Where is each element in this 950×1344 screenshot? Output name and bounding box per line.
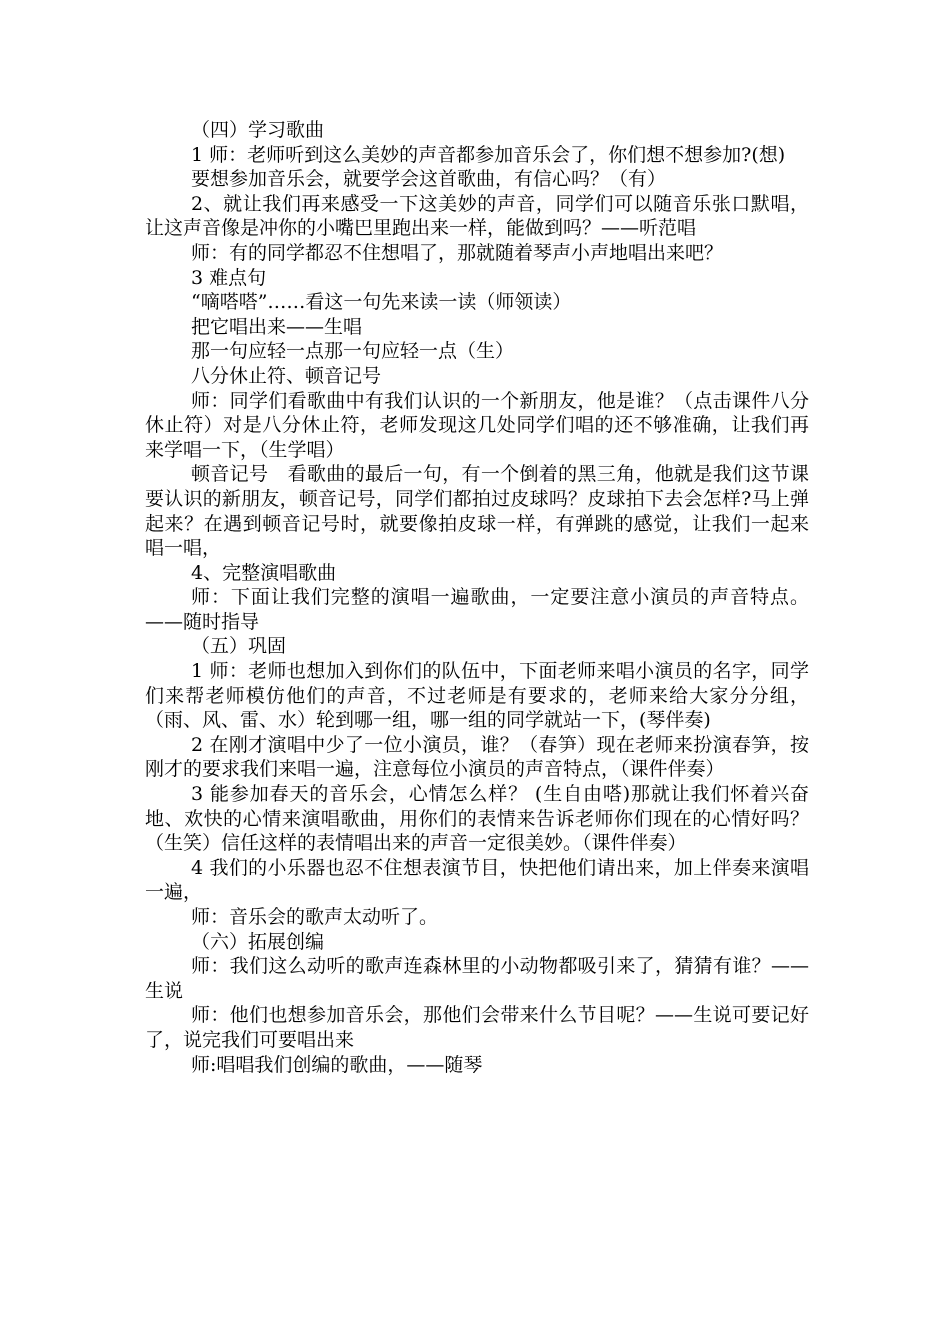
paragraph: 3 难点句 (191, 266, 267, 289)
paragraph: 师：我们这么动听的歌声连森林里的小动物都吸引来了，猜猜有谁？——生说 (145, 955, 809, 1002)
paragraph: “嘀嗒嗒”……看这一句先来读一读（师领读） (191, 291, 572, 314)
paragraph: 4 我们的小乐器也忍不住想表演节目，快把他们请出来，加上伴奏来演唱一遍， (145, 856, 809, 904)
paragraph: 把它唱出来——生唱 (191, 315, 363, 338)
paragraph: 1 师：老师听到这么美妙的声音都参加音乐会了，你们想不想参加?(想) (191, 143, 786, 166)
paragraph: 3 能参加春天的音乐会，心情怎么样？ (生自由嗒)那就让我们怀着兴奋地、欢快的心情来演唱歌曲，用你们的表情来告诉老师你们现在的心情好吗？（生笑）信任这样的表情唱出来的声音一定很美妙。（课件伴奏） (145, 783, 809, 855)
paragraph: 2、就让我们再来感受一下这美妙的声音，同学们可以随音乐张口默唱，让这声音像是冲你的小嘴巴里跑出来一样，能做到吗？——听范唱 (145, 192, 809, 240)
paragraph: 师：同学们看歌曲中有我们认识的一个新朋友，他是谁？（点击课件八分休止符）对是八分休止符，老师发现这几处同学们唱的还不够准确，让我们再来学唱一下，（生学唱） (145, 389, 809, 461)
section-heading: （六）拓展创编 (191, 930, 325, 953)
paragraph: 八分休止符、顿音记号 (191, 364, 382, 387)
paragraph: 那一句应轻一点那一句应轻一点（生） (191, 340, 515, 363)
paragraph: 2 在刚才演唱中少了一位小演员，谁？（春笋）现在老师来扮演春笋，按刚才的要求我们来唱一遍，注意每位小演员的声音特点，（课件伴奏） (145, 733, 809, 781)
paragraph: 4、完整演唱歌曲 (191, 561, 337, 584)
document-body (145, 118, 809, 1077)
paragraph: 师：有的同学都忍不住想唱了，那就随着琴声小声地唱出来吧？ (191, 241, 724, 264)
paragraph: 师：下面让我们完整的演唱一遍歌曲，一定要注意小演员的声音特点。——随时指导 (145, 586, 809, 633)
paragraph: 要想参加音乐会，就要学会这首歌曲，有信心吗？（有） (191, 168, 667, 191)
paragraph: 顿音记号 看歌曲的最后一句，有一个倒着的黑三角，他就是我们这节课要认识的新朋友，顿音记号，同学们都拍过皮球吗？皮球拍下去会怎样?马上弹起来？在遇到顿音记号时，就要像拍皮球一样，有弹跳的感觉，让我们一起来唱一唱， (145, 463, 809, 560)
paragraph: 1 师：老师也想加入到你们的队伍中，下面老师来唱小演员的名字，同学们来帮老师模仿他们的声音，不过老师是有要求的，老师来给大家分分组，（雨、风、雷、水）轮到哪一组，哪一组的同学就站一下，(琴伴奏) (145, 660, 809, 732)
paragraph: 师：他们也想参加音乐会，那他们会带来什么节目呢？——生说可要记好了，说完我们可要唱出来 (145, 1004, 809, 1051)
section-heading: （四）学习歌曲 (191, 119, 325, 141)
paragraph: 师：音乐会的歌声太动听了。 (191, 906, 439, 928)
section-heading: （五）巩固 (191, 635, 287, 658)
paragraph: 师:唱唱我们创编的歌曲，——随琴 (191, 1053, 483, 1076)
